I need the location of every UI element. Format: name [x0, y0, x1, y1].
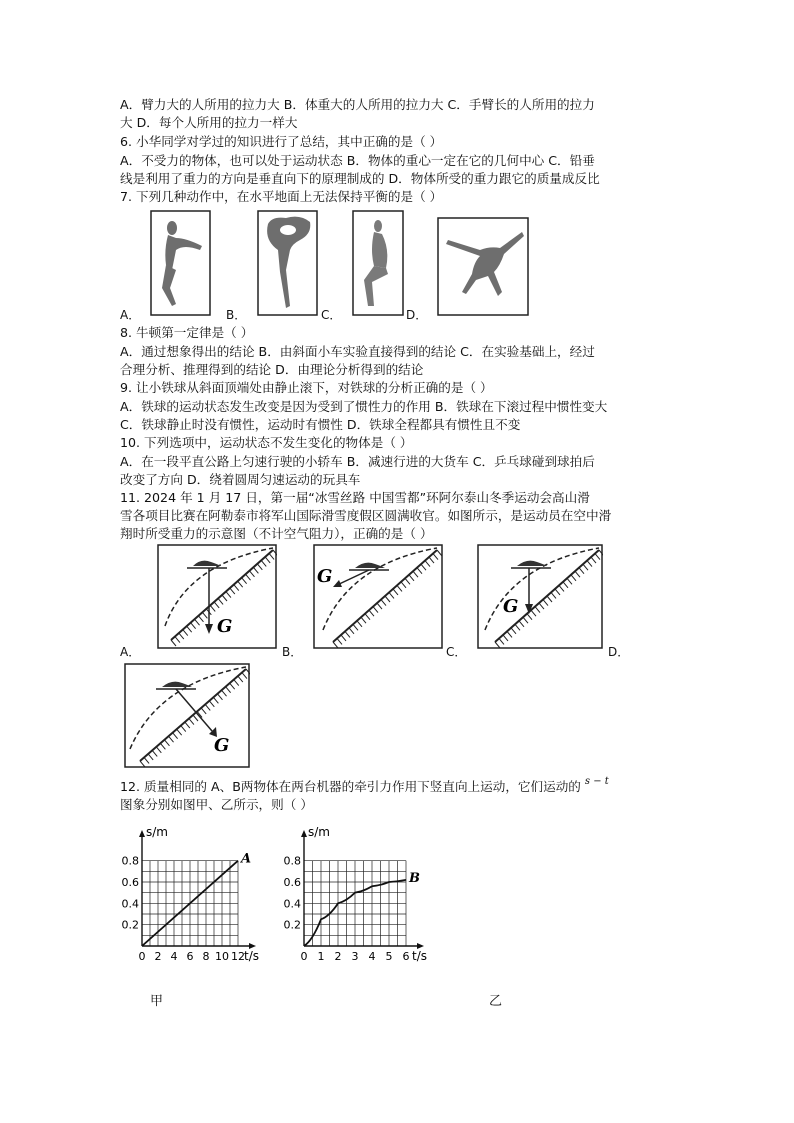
q11-diagram-c — [477, 544, 603, 649]
q8-options-line2: 合理分析、推理得到的结论 D．由理论分析得到的结论 — [120, 362, 424, 377]
q9-options-line2: C．铁球静止时没有惯性，运动时有惯性 D．铁球全程都具有惯性且不变 — [120, 417, 521, 432]
q6-options-line1: A．不受力的物体，也可以处于运动状态 B．物体的重心一定在它的几何中心 C．铅垂 — [120, 153, 595, 168]
q12-stem-text: 12. 质量相同的 A、B两物体在两台机器的牵引力作用下竖直向上运动，它们运动的 — [120, 779, 581, 794]
q11-a-force-label: G — [217, 616, 233, 637]
q10-options-line2: 改变了方向 D．绕着圆周匀速运动的玩具车 — [120, 472, 361, 487]
q11-diagram-b — [313, 544, 443, 649]
q11-option-c-label: C． — [446, 645, 467, 659]
q8-options-line1: A．通过想象得出的结论 B．由斜面小车实验直接得到的结论 C．在实验基础上，经过 — [120, 344, 595, 359]
x-axis-label: t/s — [244, 949, 259, 963]
x-tick-label: 10 — [215, 950, 229, 963]
x-axis-label: t/s — [412, 949, 427, 963]
q6-stem: 6. 小华同学对学过的知识进行了总结，其中正确的是（ ） — [120, 134, 443, 149]
y-axis-label: s/m — [146, 825, 168, 839]
x-tick-label: 5 — [385, 950, 393, 963]
x-tick-label: 0 — [138, 950, 146, 963]
q7-option-d-label: D． — [406, 308, 428, 322]
q7-figure-a — [151, 211, 210, 315]
q12-st-symbol: s − t — [584, 776, 609, 787]
x-tick-label: 4 — [170, 950, 178, 963]
q7-option-c-label: C． — [321, 308, 342, 322]
y-tick-label: 0.2 — [121, 918, 139, 932]
x-tick-label: 1 — [317, 950, 325, 963]
x-tick-label: 2 — [154, 950, 162, 963]
y-tick-label: 0.8 — [121, 854, 139, 868]
q5-options-line1: A．臂力大的人所用的拉力大 B．体重大的人所用的拉力大 C．手臂长的人所用的拉力 — [120, 97, 595, 112]
x-tick-label: 2 — [334, 950, 342, 963]
y-axis-label: s/m — [308, 825, 330, 839]
y-tick-label: 0.4 — [283, 897, 301, 911]
caption-yi: 乙 — [489, 994, 503, 1009]
caption-jia: 甲 — [150, 994, 164, 1009]
q7-option-b-label: B． — [226, 308, 247, 322]
x-tick-label: 6 — [186, 950, 194, 963]
x-tick-label: 8 — [202, 950, 210, 963]
q11-b-force-label: G — [317, 566, 333, 587]
q10-options-line1: A．在一段平直公路上匀速行驶的小轿车 B．减速行进的大货车 C．乒乓球碰到球拍后 — [120, 454, 595, 469]
x-tick-label: 0 — [300, 950, 308, 963]
y-axis-arrow — [301, 830, 307, 837]
y-axis-arrow — [139, 830, 145, 837]
q5-options-line2: 大 D．每个人所用的拉力一样大 — [120, 115, 298, 130]
x-tick-label: 3 — [351, 950, 359, 963]
q11-diagram-a — [157, 544, 277, 649]
q7-option-a-label: A． — [120, 308, 141, 322]
q11-stem-line3: 翔时所受重力的示意图（不计空气阻力），正确的是（ ） — [120, 526, 433, 541]
q11-option-b-label: B． — [282, 645, 303, 659]
q11-d-force-label: G — [214, 735, 230, 756]
x-tick-label: 6 — [402, 950, 410, 963]
q11-option-d-label: D． — [608, 645, 630, 659]
y-tick-label: 0.4 — [121, 897, 139, 911]
q11-diagram-d — [124, 663, 250, 768]
q11-c-force-label: G — [503, 596, 519, 617]
q12-stem-line2: 图象分别如图甲、乙所示，则（ ） — [120, 797, 313, 812]
chart-jia — [120, 824, 270, 974]
q11-option-a-label: A． — [120, 645, 141, 659]
q8-stem: 8. 牛顿第一定律是（ ） — [120, 325, 254, 340]
y-tick-label: 0.6 — [283, 876, 301, 889]
q9-options-line1: A．铁球的运动状态发生改变是因为受到了惯性力的作用 B．铁球在下滚过程中惯性变大 — [120, 399, 608, 414]
q11-stem-line2: 雪各项目比赛在阿勒泰市将军山国际滑雪度假区圆满收官。如图所示，是运动员在空中滑 — [120, 508, 612, 523]
y-tick-label: 0.2 — [283, 918, 301, 932]
q7-figure-c — [353, 211, 403, 315]
q11-stem-line1: 11. 2024 年 1 月 17 日，第一届“冰雪丝路 中国雪都”环阿尔泰山冬季运动会高山滑 — [120, 490, 590, 505]
chart-yi — [282, 824, 442, 974]
y-tick-label: 0.6 — [121, 876, 139, 889]
x-tick-label: 4 — [368, 950, 376, 963]
x-tick-label: 12 — [231, 950, 245, 963]
q7-stem: 7. 下列几种动作中，在水平地面上无法保持平衡的是（ ） — [120, 189, 443, 204]
q7-figure-b — [258, 211, 317, 315]
q10-stem: 10. 下列选项中，运动状态不发生变化的物体是（ ） — [120, 435, 413, 450]
series-label-B: B — [409, 870, 420, 886]
q7-figure-d — [438, 218, 528, 315]
q9-stem: 9. 让小铁球从斜面顶端处由静止滚下，对铁球的分析正确的是（ ） — [120, 380, 493, 395]
series-label-A: A — [241, 851, 252, 867]
q6-options-line2: 线是利用了重力的方向是垂直向下的原理制成的 D．物体所受的重力跟它的质量成反比 — [120, 171, 600, 186]
y-tick-label: 0.8 — [283, 854, 301, 868]
q12-stem-line1 — [120, 778, 609, 797]
